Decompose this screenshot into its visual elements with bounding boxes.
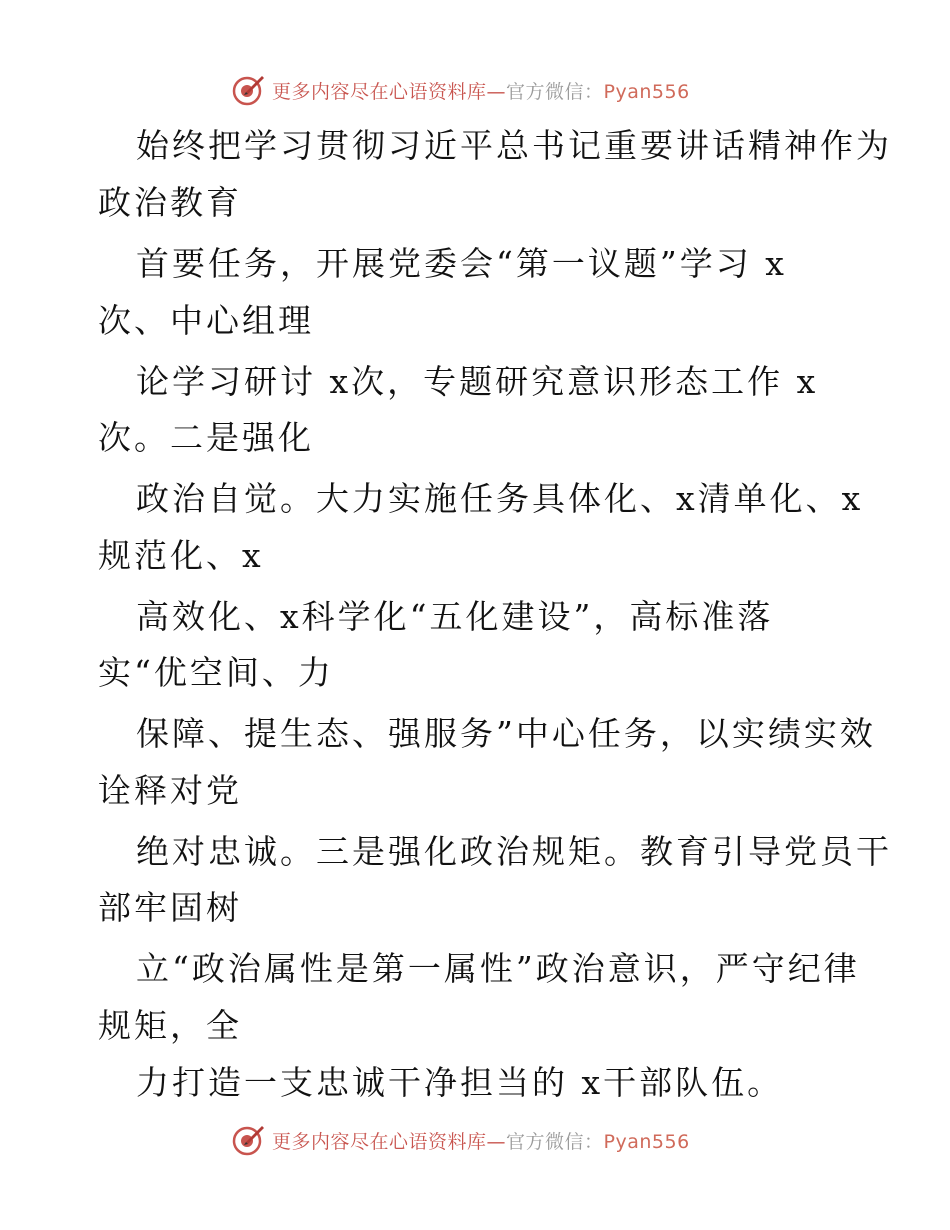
text-line: 部牢固树	[98, 888, 242, 927]
text-line: 力打造一支忠诚干净担当的 x干部队伍。	[136, 1063, 784, 1102]
text-line: 次。二是强化	[98, 418, 314, 457]
text-line: 实“优空间、力	[98, 653, 334, 692]
text-line: 规范化、x	[98, 536, 264, 575]
text-line: 论学习研讨 x次，专题研究意识形态工作 x	[136, 362, 819, 401]
text-line: 政治自觉。大力实施任务具体化、x清单化、x	[136, 479, 864, 518]
text-line: 高效化、x科学化“五化建设”，高标准落	[136, 597, 774, 636]
text-line: 立“政治属性是第一属性”政治意识，严守纪律	[136, 949, 860, 988]
footer-brand: 更多内容尽在心语资料库	[272, 1130, 487, 1153]
footer-wechat-id: Pyan556	[603, 1130, 690, 1153]
header-wechat-id: Pyan556	[603, 80, 690, 103]
footer-banner	[232, 1122, 732, 1158]
text-line: 首要任务，开展党委会“第一议题”学习 x	[136, 244, 787, 283]
footer-banner-text	[272, 1127, 690, 1154]
text-line: 始终把学习贯彻习近平总书记重要讲话精神作为	[136, 126, 892, 165]
header-brand: 更多内容尽在心语资料库	[272, 80, 487, 103]
text-line: 规矩，全	[98, 1006, 242, 1045]
text-line: 政治教育	[98, 183, 242, 222]
pen-logo-icon	[232, 1123, 266, 1157]
pen-logo-icon	[232, 73, 266, 107]
header-banner	[232, 72, 732, 108]
header-official: 官方微信：	[506, 80, 604, 103]
footer-official: 官方微信：	[506, 1130, 604, 1153]
text-line: 诠释对党	[98, 771, 242, 810]
header-dash: —	[486, 80, 507, 103]
text-line: 保障、提生态、强服务”中心任务，以实绩实效	[136, 714, 876, 753]
header-banner-text	[272, 77, 690, 104]
footer-dash: —	[486, 1130, 507, 1153]
text-line: 次、中心组理	[98, 301, 314, 340]
text-line: 绝对忠诚。三是强化政治规矩。教育引导党员干	[136, 832, 892, 871]
